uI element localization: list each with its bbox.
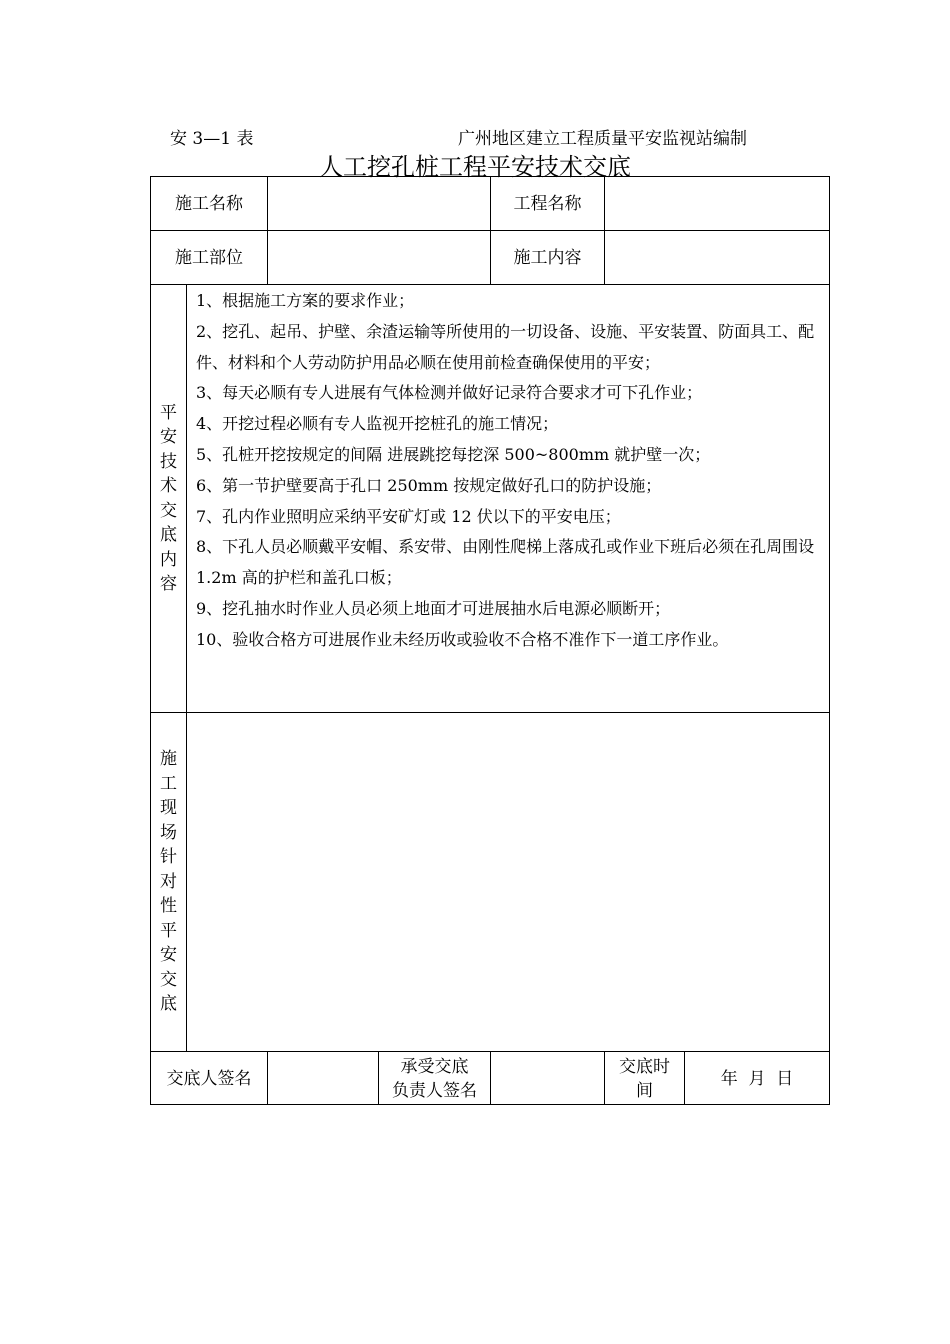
- list-item: 3、每天必顺有专人进展有气体检测并做好记录符合要求才可下孔作业；: [196, 383, 703, 403]
- label-char: 底: [160, 994, 177, 1015]
- construction-content-field[interactable]: [605, 231, 829, 284]
- construction-part-field[interactable]: [268, 231, 490, 284]
- issuer-text: 广州地区建立工程质量平安监视站编制: [458, 129, 747, 149]
- label-char: 容: [160, 574, 177, 594]
- construction-part-label: 施工部位: [175, 247, 243, 268]
- list-item: 7、孔内作业照明应采纳平安矿灯或 12 伏以下的平安电压；: [196, 506, 621, 526]
- receiver-signature-label: [379, 1052, 490, 1105]
- list-item: 1、根据施工方案的要求作业；: [196, 291, 415, 310]
- list-item: 8、下孔人员必顺戴平安帽、系安带、由刚性爬梯上落成孔或作业下班后必须在孔周围设 1.2m 高的护栏和盖孔口板；: [196, 537, 815, 588]
- label-char: 技: [160, 451, 177, 472]
- disclosure-date-field[interactable]: 年 月 日: [720, 1068, 794, 1089]
- discloser-signature-label: 交底人签名: [166, 1068, 252, 1089]
- label-char: 现: [160, 798, 177, 819]
- receiver-signature-field[interactable]: [491, 1052, 604, 1105]
- list-item: 4、开挖过程必顺有专人监视开挖桩孔的施工情况；: [196, 414, 559, 434]
- form-code: 安 3—1 表: [170, 129, 254, 149]
- label-char: 平: [160, 402, 177, 423]
- label-char: 平: [160, 920, 177, 941]
- label-char: 交: [160, 500, 177, 521]
- label-char: 内: [160, 549, 177, 570]
- project-name-field[interactable]: [605, 177, 829, 230]
- page-title: 人工挖孔桩工程平安技术交底: [319, 153, 631, 181]
- construction-content-label: 施工内容: [513, 247, 582, 268]
- tech-disclosure-label: [151, 285, 186, 712]
- list-item: 6、第一节护壁要高于孔口 250mm 按规定做好孔口的防护设施；: [196, 475, 662, 495]
- label-char: 施: [160, 749, 177, 770]
- label-char: 场: [160, 822, 177, 843]
- list-item: 10、验收合格方可进展作业未经历收或验收不合格不准作下一道工序作业。: [196, 629, 729, 649]
- site-disclosure-label: [151, 713, 186, 1051]
- label-char: 术: [160, 476, 177, 496]
- label-char: 安: [160, 945, 177, 966]
- discloser-signature-field[interactable]: [268, 1052, 378, 1105]
- list-item: 5、孔桩开挖按规定的间隔 进展跳挖每挖深 500~800mm 就护壁一次；: [196, 444, 711, 464]
- receiver-label-line: 负责人签名: [392, 1080, 477, 1101]
- tech-disclosure-content: [196, 286, 821, 656]
- row-divider: [150, 284, 830, 285]
- list-item: 9、挖孔抽水时作业人员必须上地面才可进展抽水后电源必顺断开；: [196, 598, 671, 618]
- label-char: 性: [160, 896, 177, 917]
- label-char: 底: [160, 525, 177, 545]
- label-char: 交: [160, 969, 177, 990]
- label-char: 对: [160, 871, 177, 892]
- list-item: 2、挖孔、起吊、护壁、余渣运输等所使用的一切设备、设施、平安装置、防面具工、配件、材料和个人劳动防护用品必顺在使用前检查确保使用的平安；: [196, 321, 815, 372]
- construction-name-label: 施工名称: [175, 193, 243, 214]
- project-name-label: 工程名称: [513, 193, 582, 214]
- label-char: 针: [160, 847, 177, 868]
- site-disclosure-field[interactable]: [187, 713, 829, 1051]
- disclosure-time-label: [605, 1052, 684, 1105]
- construction-name-field[interactable]: [268, 177, 490, 230]
- time-label-line: 交底时: [619, 1056, 670, 1077]
- label-char: 安: [160, 427, 177, 447]
- time-label-line: 间: [636, 1080, 653, 1101]
- receiver-label-line: 承受交底: [400, 1056, 469, 1077]
- label-char: 工: [160, 773, 177, 794]
